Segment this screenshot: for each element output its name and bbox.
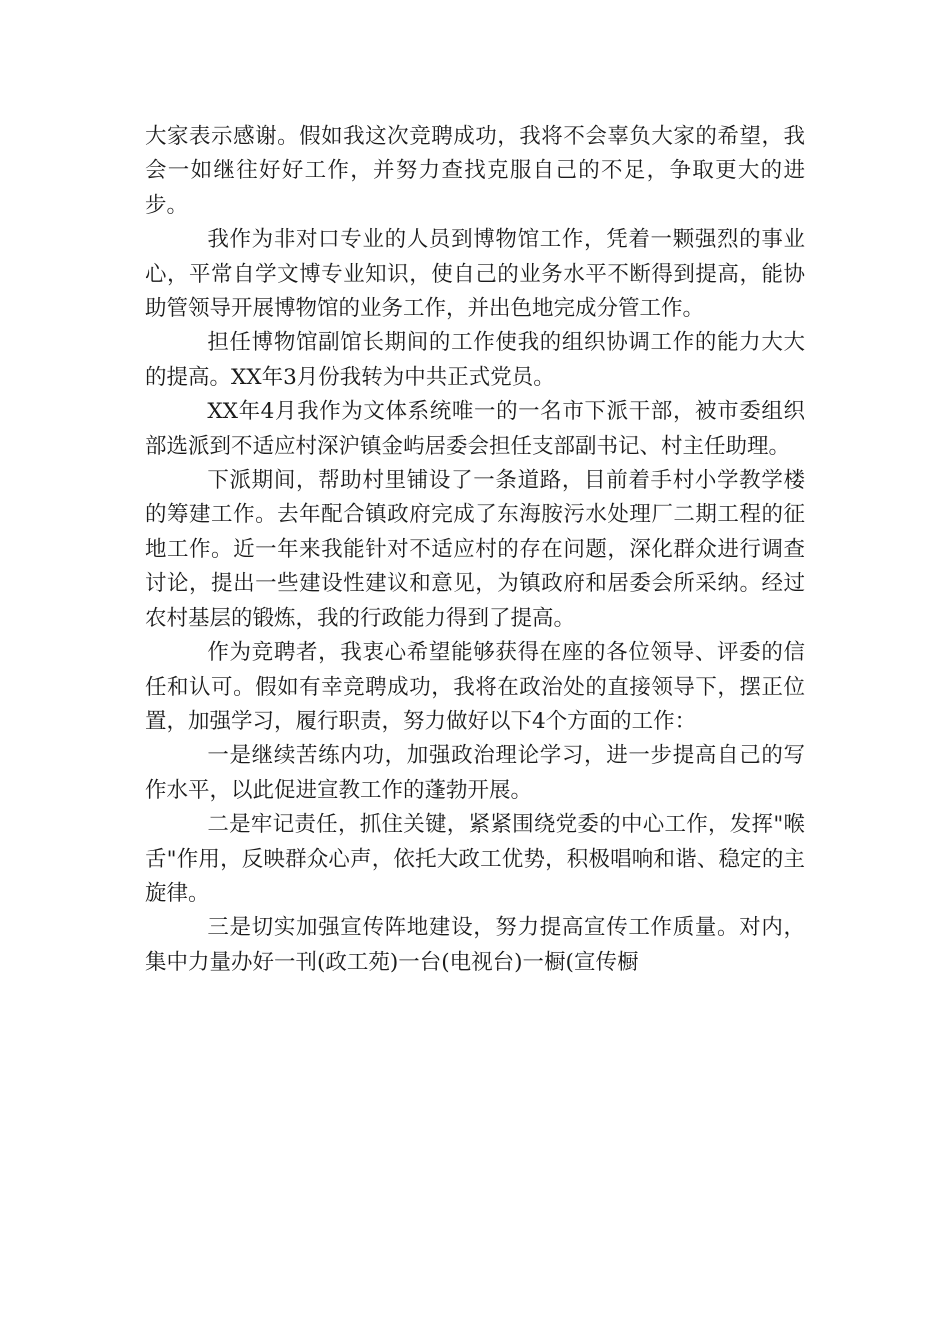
- paragraph-7: 一是继续苦练内功，加强政治理论学习，进一步提高自己的写作水平，以此促进宣教工作的蓬勃开展。: [145, 743, 805, 803]
- paragraph-1: 大家表示感谢。假如我这次竞聘成功，我将不会辜负大家的希望，我会一如继往好好工作，并努力查找克服自己的不足，争取更大的进步。: [145, 124, 805, 218]
- document-body: [145, 120, 805, 980]
- paragraph-8: 二是牢记责任，抓住关键，紧紧围绕党委的中心工作，发挥"喉舌"作用，反映群众心声，依托大政工优势，积极唱响和谐、稳定的主旋律。: [145, 812, 805, 906]
- paragraph-3: 担任博物馆副馆长期间的工作使我的组织协调工作的能力大大的提高。XX年3月份我转为中共正式党员。: [145, 330, 805, 390]
- paragraph-4: XX年4月我作为文体系统唯一的一名市下派干部，被市委组织部选派到不适应村深沪镇金屿居委会担任支部副书记、村主任助理。: [145, 399, 805, 459]
- paragraph-2: 我作为非对口专业的人员到博物馆工作，凭着一颗强烈的事业心，平常自学文博专业知识，使自己的业务水平不断得到提高，能协助管领导开展博物馆的业务工作，并出色地完成分管工作。: [145, 227, 805, 322]
- paragraph-5: 下派期间，帮助村里铺设了一条道路，目前着手村小学教学楼的筹建工作。去年配合镇政府完成了东海胺污水处理厂二期工程的征地工作。近一年来我能针对不适应村的存在问题，深化群众进行调查讨论，提出一些建设性建议和意见，为镇政府和居委会所采纳。经过农村基层的锻炼，我的行政能力得到了提高。: [145, 468, 805, 631]
- paragraph-6: 作为竞聘者，我衷心希望能够获得在座的各位领导、评委的信任和认可。假如有幸竞聘成功，我将在政治处的直接领导下，摆正位置，加强学习，履行职责，努力做好以下4个方面的工作：: [145, 640, 805, 734]
- paragraph-9: 三是切实加强宣传阵地建设，努力提高宣传工作质量。对内，集中力量办好一刊(政工苑)一台(电视台)一橱(宣传橱: [145, 915, 805, 975]
